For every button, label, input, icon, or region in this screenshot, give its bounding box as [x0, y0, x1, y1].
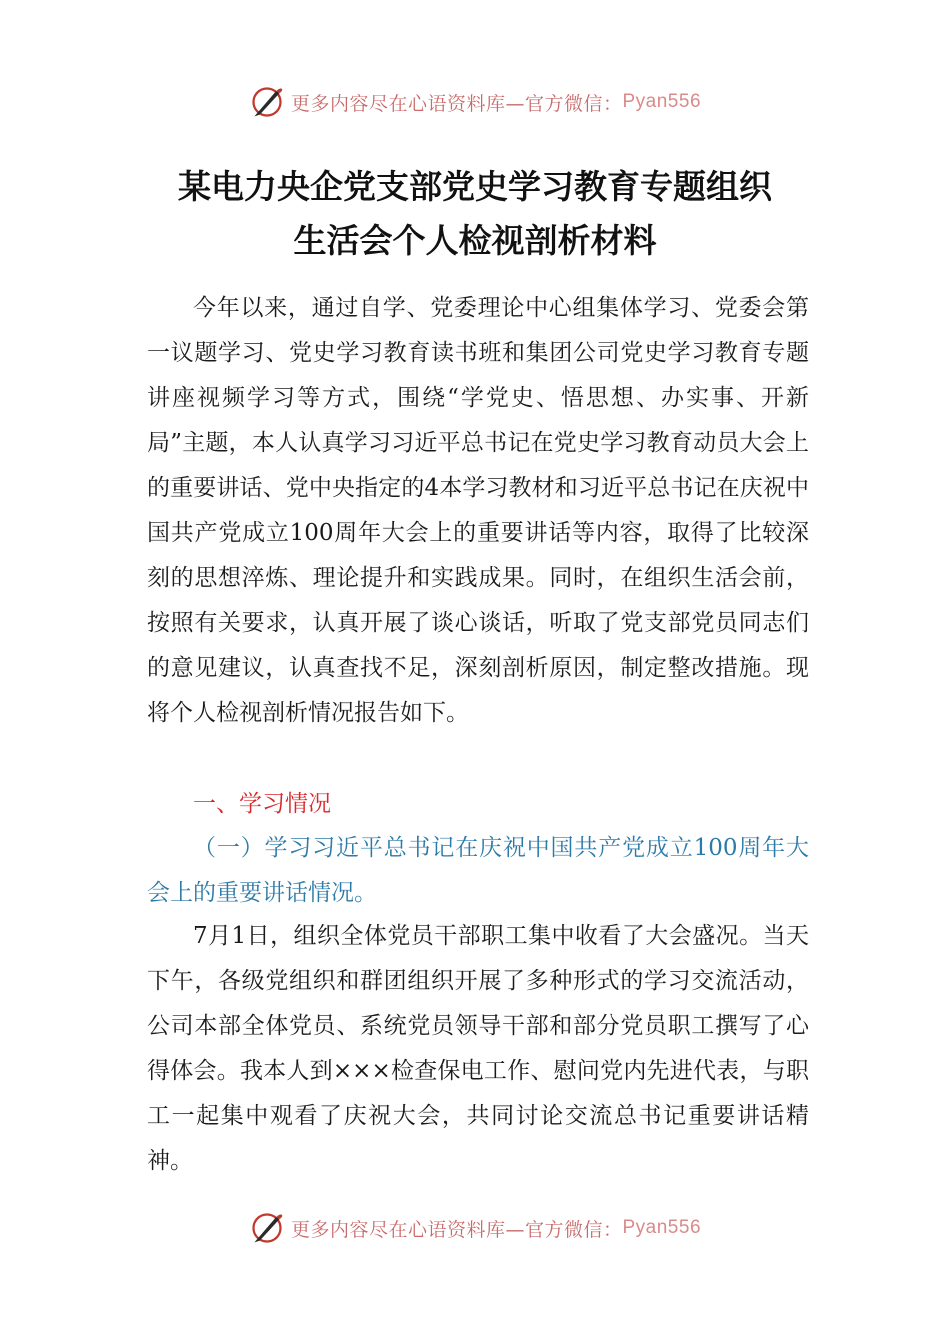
quill-logo-icon — [249, 84, 285, 120]
watermark-wechat-id: Pyan556 — [622, 1217, 702, 1238]
document-title-line-1: 某电力央企党支部党史学习教育专题组织 — [178, 167, 772, 206]
subsection-heading: （一）学习习近平总书记在庆祝中国共产党成立100周年大会上的重要讲话情况。 — [147, 835, 809, 906]
footer-watermark — [0, 1210, 950, 1246]
section-heading-study: 一、学习情况 — [193, 791, 331, 817]
watermark-wechat-id: Pyan556 — [622, 91, 702, 112]
quill-logo-icon — [249, 1210, 285, 1246]
watermark-text: 更多内容尽在心语资料库—官方微信： — [290, 92, 623, 115]
header-watermark — [0, 84, 950, 120]
intro-paragraph: 今年以来，通过自学、党委理论中心组集体学习、党委会第一议题学习、党史学习教育读书班和集团公司党史学习教育专题讲座视频学习等方式，围绕“学党史、悟思想、办实事、开新局”主题，本人认真学习习近平总书记在党史学习教育动员大会上的重要讲话、党中央指定的4本学习教材和习近平总书记在庆祝中国共产党成立100周年大会上的重要讲话等内容，取得了比较深刻的思想淬炼、理论提升和实践成果。同时，在组织生活会前，按照有关要求，认真开展了谈心谈话，听取了党支部党员同志们的意见建议，认真查找不足，深刻剖析原因，制定整改措施。现将个人检视剖析情况报告如下。 — [147, 295, 809, 726]
body-paragraph: 7月1日，组织全体党员干部职工集中收看了大会盛况。当天下午，各级党组织和群团组织开展了多种形式的学习交流活动，公司本部全体党员、系统党员领导干部和部分党员职工撰写了心得体会。我本人到×××检查保电工作、慰问党内先进代表，与职工一起集中观看了庆祝大会，共同讨论交流总书记重要讲话精神。 — [147, 923, 809, 1174]
watermark-text: 更多内容尽在心语资料库—官方微信： — [290, 1218, 623, 1241]
document-title-line-2: 生活会个人检视剖析材料 — [293, 221, 657, 260]
document-title — [100, 160, 850, 268]
